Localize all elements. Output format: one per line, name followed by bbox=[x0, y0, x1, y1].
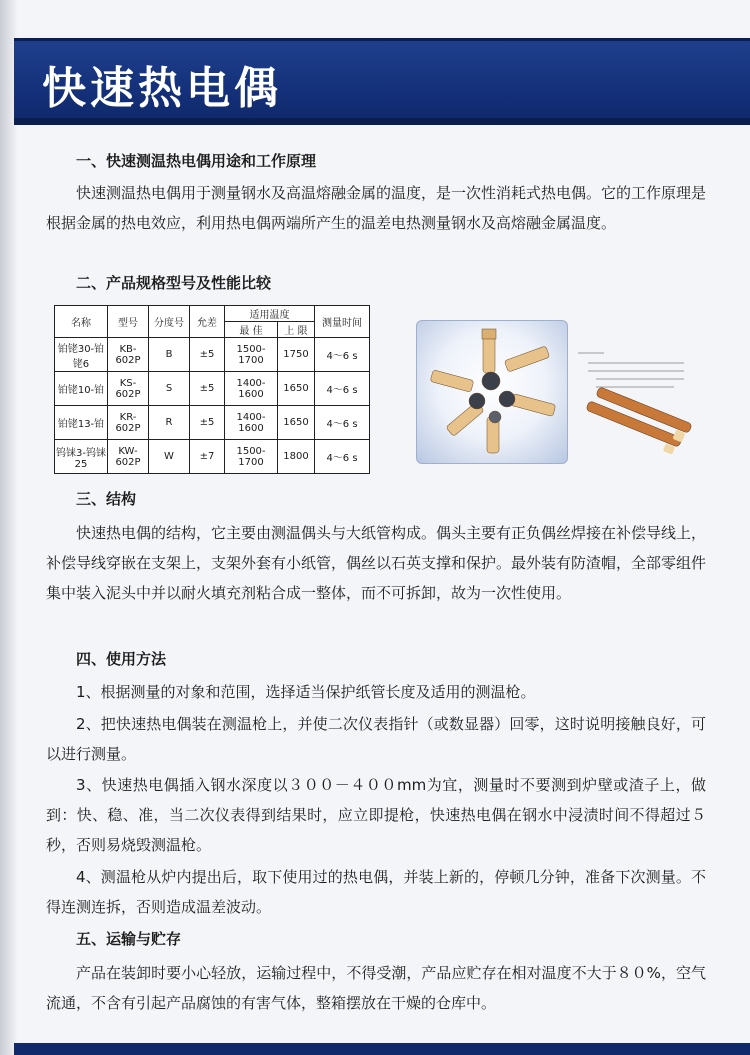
thermocouple-cluster-image bbox=[417, 321, 567, 463]
page-title: 快速热电偶 bbox=[42, 63, 282, 114]
cell-model: KS-602P bbox=[108, 372, 149, 406]
col-header-best: 最 佳 bbox=[225, 322, 278, 338]
cell-tolerance: ±7 bbox=[190, 440, 225, 474]
section-body-transport: 产品在装卸时要小心轻放，运输过程中，不得受潮，产品应贮存在相对温度不大于８０%，空气流通，不含有引起产品腐蚀的有害气体，整箱摆放在干燥的仓库中。 bbox=[46, 964, 706, 1012]
table-row bbox=[55, 440, 370, 474]
cell-index: B bbox=[149, 338, 190, 372]
usage-step-4: 4、测温枪从炉内提出后，取下使用过的热电偶，并装上新的，停顿几分钟，准备下次测量。不得连测连拆，否则造成温差波动。 bbox=[46, 868, 706, 916]
cell-name: 铂铑13-铂 bbox=[55, 406, 108, 440]
cell-tolerance: ±5 bbox=[190, 372, 225, 406]
table-row bbox=[55, 372, 370, 406]
cell-index: S bbox=[149, 372, 190, 406]
cell-name: 铂铑30-铂铑6 bbox=[55, 338, 108, 372]
col-header-upper: 上 限 bbox=[278, 322, 315, 338]
cell-model: KR-602P bbox=[108, 406, 149, 440]
spec-table bbox=[54, 305, 370, 474]
cell-time: 4～6 s bbox=[315, 372, 370, 406]
section-body-purpose: 快速测温热电偶用于测量钢水及高温熔融金属的温度，是一次性消耗式热电偶。它的工作原理是根据金属的热电效应，利用热电偶两端所产生的温差电热测量钢水及高熔融金属温度。 bbox=[46, 184, 707, 232]
section-heading-purpose: 一、快速测温热电偶用途和工作原理 bbox=[76, 152, 317, 170]
cell-upper: 1750 bbox=[278, 338, 315, 372]
thermocouple-diagram bbox=[574, 345, 704, 455]
cell-model: KW-602P bbox=[108, 440, 149, 474]
cell-upper: 1650 bbox=[278, 406, 315, 440]
section-heading-structure: 三、结构 bbox=[76, 490, 137, 508]
section-body-structure: 快速热电偶的结构，它主要由测温偶头与大纸管构成。偶头主要有正负偶丝焊接在补偿导线上，补偿导线穿嵌在支架上，支架外套有小纸管，偶丝以石英支撑和保护。最外装有防渣帽，全部零组件集中装入泥头中并以耐火填充剂粘合成一整体，而不可拆卸，故为一次性使用。 bbox=[46, 524, 707, 602]
table-row bbox=[55, 406, 370, 440]
cell-best: 1500-1700 bbox=[225, 440, 278, 474]
section-heading-transport: 五、运输与贮存 bbox=[76, 930, 182, 948]
cell-tolerance: ±5 bbox=[190, 406, 225, 440]
col-header-index: 分度号 bbox=[149, 306, 190, 338]
table-row bbox=[55, 338, 370, 372]
cell-upper: 1800 bbox=[278, 440, 315, 474]
col-header-temp-range: 适用温度 bbox=[225, 306, 315, 322]
cell-best: 1500-1700 bbox=[225, 338, 278, 372]
cell-tolerance: ±5 bbox=[190, 338, 225, 372]
cell-time: 4～6 s bbox=[315, 406, 370, 440]
cell-best: 1400-1600 bbox=[225, 406, 278, 440]
cell-index: R bbox=[149, 406, 190, 440]
section-heading-specs: 二、产品规格型号及性能比较 bbox=[76, 274, 272, 292]
cell-upper: 1650 bbox=[278, 372, 315, 406]
section-heading-usage: 四、使用方法 bbox=[76, 650, 167, 668]
cell-best: 1400-1600 bbox=[225, 372, 278, 406]
cell-time: 4～6 s bbox=[315, 440, 370, 474]
cell-index: W bbox=[149, 440, 190, 474]
usage-step-1: 1、根据测量的对象和范围，选择适当保护纸管长度及适用的测温枪。 bbox=[76, 683, 536, 701]
product-photo bbox=[416, 320, 568, 464]
col-header-model: 型号 bbox=[108, 306, 149, 338]
cell-name: 钨铼3-钨铼25 bbox=[55, 440, 108, 474]
usage-step-3: 3、快速热电偶插入钢水深度以３００－４００mm为宜，测量时不要测到炉壁或渣子上，做到：快、稳、准，当二次仪表得到结果时，应立即提枪，快速热电偶在钢水中浸渍时间不得超过５秒，否则易烧毁测温枪。 bbox=[46, 776, 706, 854]
col-header-tolerance: 允差 bbox=[190, 306, 225, 338]
page-edge-shadow bbox=[0, 0, 18, 1055]
cell-model: KB-602P bbox=[108, 338, 149, 372]
col-header-name: 名称 bbox=[55, 306, 108, 338]
col-header-time: 测量时间 bbox=[315, 306, 370, 338]
footer-band bbox=[14, 1043, 750, 1055]
usage-step-2: 2、把快速热电偶装在测温枪上，并使二次仪表指针（或数显器）回零，这时说明接触良好，可以进行测量。 bbox=[46, 715, 706, 763]
cell-time: 4～6 s bbox=[315, 338, 370, 372]
cell-name: 铂铑10-铂 bbox=[55, 372, 108, 406]
